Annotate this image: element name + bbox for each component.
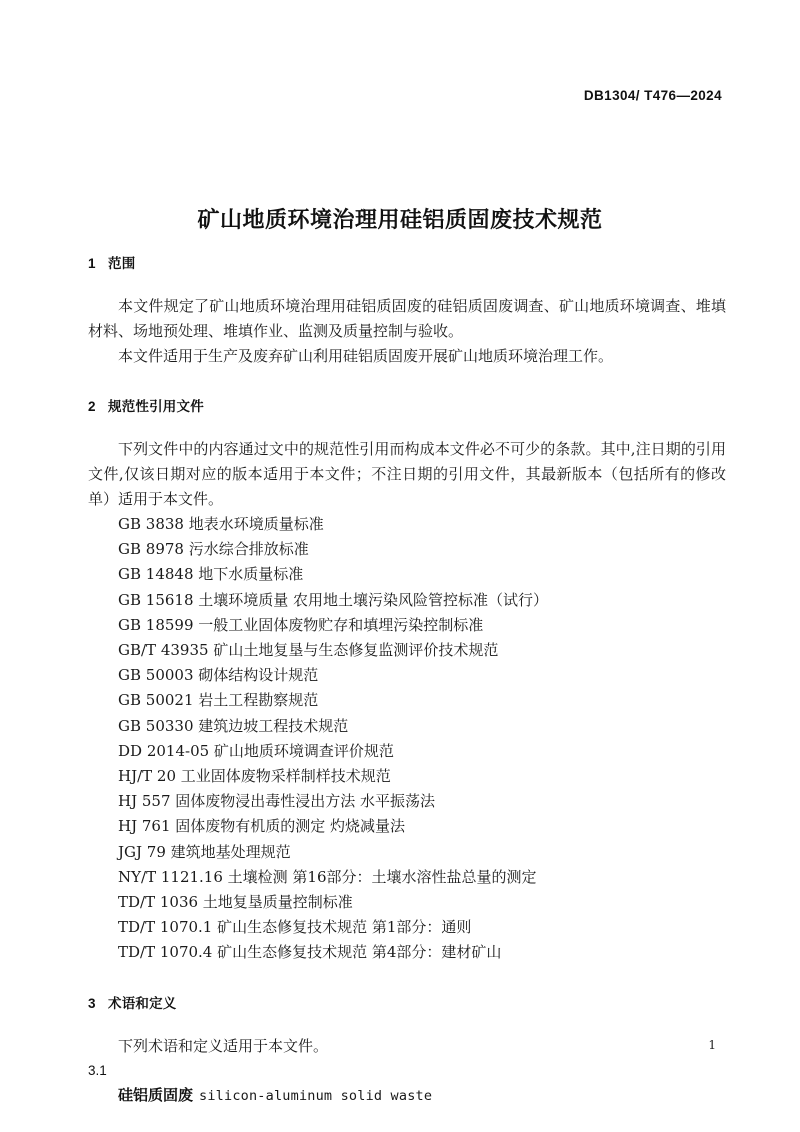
term-english: silicon-aluminum solid waste	[199, 1087, 433, 1104]
term-entry	[88, 1083, 726, 1109]
spacer	[88, 966, 726, 992]
spacer	[88, 1012, 726, 1034]
list-item: GB 50330 建筑边坡工程技术规范	[118, 716, 349, 735]
list-item: HJ/T 20 工业固体废物采样制样技术规范	[118, 767, 391, 786]
list-item: GB 14848 地下水质量标准	[118, 565, 304, 584]
standard-code-header: DB1304/ T476—2024	[583, 88, 722, 103]
list-item: HJ 761 固体废物有机质的测定 灼烧减量法	[118, 817, 406, 836]
section-number-2: 2	[88, 399, 96, 414]
clause-number-3-1: 3.1	[88, 1062, 107, 1078]
list-item: GB 15618 土壤环境质量 农用地土壤污染风险管控标准（试行）	[118, 590, 549, 609]
list-item: GB 18599 一般工业固体废物贮存和填埋污染控制标准	[118, 615, 484, 634]
list-item: TD/T 1070.4 矿山生态修复技术规范 第4部分：建材矿山	[118, 943, 502, 962]
terms-intro: 下列术语和定义适用于本文件。	[118, 1036, 329, 1055]
section-heading-scope	[88, 252, 726, 272]
normative-references-intro: 下列文件中的内容通过文中的规范性引用而构成本文件必不可少的条款。其中,注日期的引用文件,仅该日期对应的版本适用于本文件；不注日期的引用文件，其最新版本（包括所有的修改单）适用于本文件。	[88, 440, 726, 508]
list-item: TD/T 1070.1 矿山生态修复技术规范 第1部分：通则	[118, 918, 472, 937]
section-heading-normative-references	[88, 395, 726, 415]
list-item: JGJ 79 建筑地基处理规范	[118, 842, 291, 861]
list-item: GB 8978 污水综合排放标准	[118, 540, 309, 559]
page-number: 1	[708, 1038, 716, 1052]
document-body	[88, 252, 726, 1109]
list-item: NY/T 1121.16 土壤检测 第16部分：土壤水溶性盐总量的测定	[118, 867, 537, 886]
list-item: DD 2014-05 矿山地质环境调查评价规范	[118, 741, 394, 760]
list-item: GB 50021 岩土工程勘察规范	[118, 691, 319, 710]
list-item: TD/T 1036 土地复垦质量控制标准	[118, 893, 353, 912]
normative-reference-list	[88, 512, 726, 966]
spacer	[88, 415, 726, 437]
scope-paragraph-2: 本文件适用于生产及废弃矿山利用硅铝质固废开展矿山地质环境治理工作。	[118, 347, 614, 365]
page-title: 矿山地质环境治理用硅铝质固废技术规范	[197, 206, 603, 232]
list-item: GB/T 43935 矿山土地复垦与生态修复监测评价技术规范	[118, 641, 499, 660]
list-item: GB 3838 地表水环境质量标准	[118, 515, 324, 533]
scope-paragraph-1: 本文件规定了矿山地质环境治理用硅铝质固废的硅铝质固废调查、矿山地质环境调查、堆填材料、场地预处理、堆填作业、监测及质量控制与验收。	[88, 297, 726, 340]
section-title-1: 范围	[108, 256, 136, 271]
list-item: GB 50003 砌体结构设计规范	[118, 666, 319, 685]
section-title-3: 术语和定义	[108, 995, 177, 1011]
spacer	[88, 369, 726, 395]
section-heading-terms	[88, 992, 726, 1012]
section-number-3: 3	[88, 995, 96, 1011]
spacer	[88, 272, 726, 294]
section-title-2: 规范性引用文件	[108, 399, 204, 414]
list-item: HJ 557 固体废物浸出毒性浸出方法 水平振荡法	[118, 792, 436, 811]
section-number-1: 1	[88, 256, 96, 271]
term-chinese: 硅铝质固废	[118, 1086, 194, 1104]
